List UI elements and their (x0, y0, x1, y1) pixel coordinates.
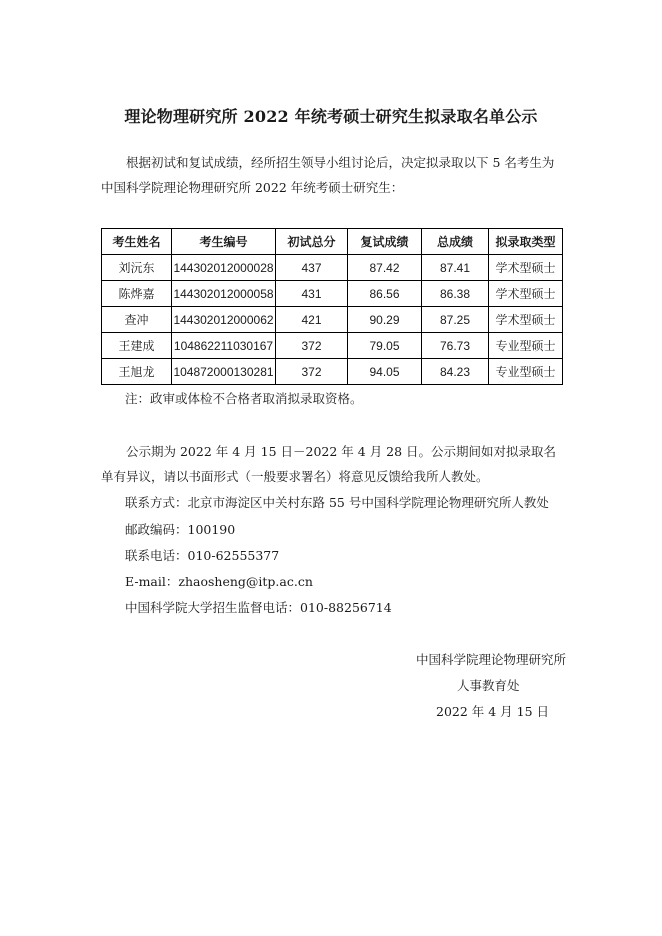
cell-admission-type: 专业型硕士 (489, 333, 563, 359)
cell-id: 144302012000062 (172, 307, 276, 333)
contact-email: E-mail：zhaosheng@itp.ac.cn (125, 574, 313, 589)
postal-code: 邮政编码：100190 (125, 522, 236, 537)
cell-admission-type: 学术型硕士 (489, 255, 563, 281)
intro-paragraph: 根据初试和复试成绩，经所招生领导小组讨论后，决定拟录取以下 5 名考生为中国科学院理论物理研究所 2022 年统考硕士研究生： (101, 155, 555, 195)
document-title: 理论物理研究所 2022 年统考硕士研究生拟录取名单公示 (124, 107, 538, 126)
cell-name: 陈烨嘉 (102, 281, 172, 307)
cell-name: 王旭龙 (102, 359, 172, 385)
header-admission-type: 拟录取类型 (489, 229, 563, 255)
cell-name: 王建成 (102, 333, 172, 359)
table-row (102, 255, 563, 281)
contact-address: 联系方式：北京市海淀区中关村东路 55 号中国科学院理论物理研究所人教处 (125, 495, 549, 510)
cell-retest-score: 79.05 (348, 333, 422, 359)
cell-total-score: 86.38 (422, 281, 489, 307)
cell-total-score: 84.23 (422, 359, 489, 385)
header-initial-score: 初试总分 (276, 229, 348, 255)
table-row (102, 333, 563, 359)
cell-initial-score: 437 (276, 255, 348, 281)
table-row (102, 281, 563, 307)
signature-dept: 人事教育处 (457, 678, 520, 693)
cell-name: 查冲 (102, 307, 172, 333)
cell-admission-type: 学术型硕士 (489, 307, 563, 333)
cell-initial-score: 431 (276, 281, 348, 307)
cell-retest-score: 86.56 (348, 281, 422, 307)
cell-retest-score: 94.05 (348, 359, 422, 385)
note-text: 注：政审或体检不合格者取消拟录取资格。 (125, 391, 363, 406)
cell-total-score: 87.41 (422, 255, 489, 281)
header-id: 考生编号 (172, 229, 276, 255)
cell-id: 144302012000058 (172, 281, 276, 307)
admission-table (101, 228, 563, 385)
header-total-score: 总成绩 (422, 229, 489, 255)
cell-initial-score: 372 (276, 359, 348, 385)
table-row (102, 307, 563, 333)
table-row (102, 359, 563, 385)
header-name: 考生姓名 (102, 229, 172, 255)
table-header-row (102, 229, 563, 255)
cell-initial-score: 421 (276, 307, 348, 333)
notice-period-paragraph: 公示期为 2022 年 4 月 15 日－2022 年 4 月 28 日。公示期间如对拟录取名单有异议，请以书面形式（一般要求署名）将意见反馈给我所人教处。 (101, 444, 557, 484)
header-retest-score: 复试成绩 (348, 229, 422, 255)
cell-admission-type: 学术型硕士 (489, 281, 563, 307)
contact-phone: 联系电话：010-62555377 (125, 548, 280, 563)
cell-id: 104862211030167 (172, 333, 276, 359)
signature-org: 中国科学院理论物理研究所 (416, 652, 567, 667)
signature-date: 2022 年 4 月 15 日 (436, 704, 550, 719)
cell-name: 刘沅东 (102, 255, 172, 281)
cell-retest-score: 90.29 (348, 307, 422, 333)
cell-total-score: 87.25 (422, 307, 489, 333)
cell-id: 144302012000028 (172, 255, 276, 281)
cell-total-score: 76.73 (422, 333, 489, 359)
cell-admission-type: 专业型硕士 (489, 359, 563, 385)
supervision-phone: 中国科学院大学招生监督电话：010-88256714 (125, 600, 392, 615)
cell-initial-score: 372 (276, 333, 348, 359)
cell-retest-score: 87.42 (348, 255, 422, 281)
cell-id: 104872000130281 (172, 359, 276, 385)
